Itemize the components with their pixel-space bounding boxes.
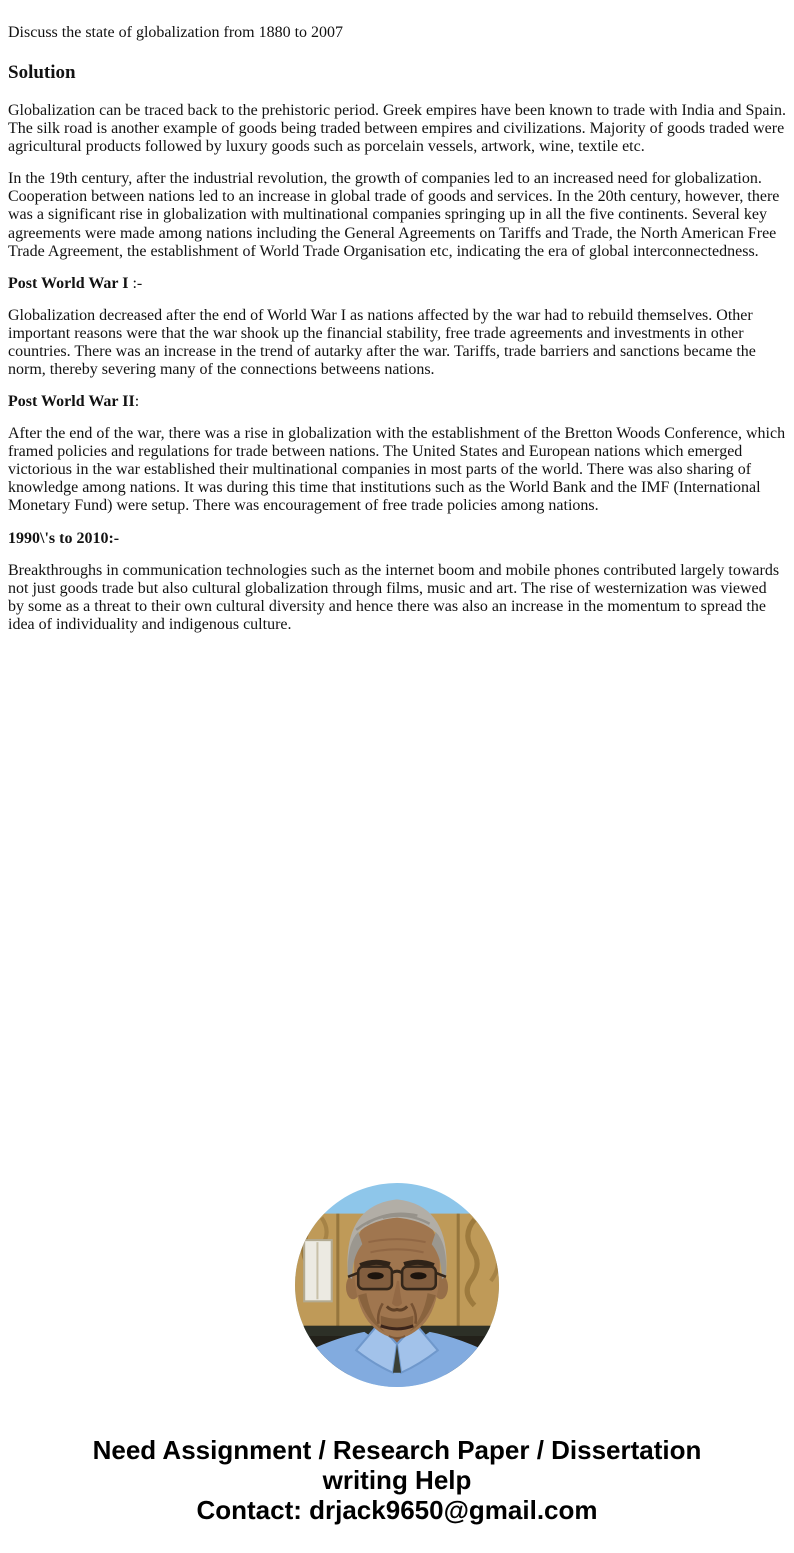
section-paragraph: Breakthroughs in communication technologies such as the internet boom and mobile phones contributed largely towards not just goods trade but also cultural globalization through films, music and art. The rise of westernization was viewed by some as a threat to their own cultural diversity and hence there was also an increase in the momentum to spread the idea of individuality and indigenous culture.: [8, 561, 780, 633]
footer-banner: [8, 1435, 786, 1525]
section-heading-text: 1990\'s to 2010:-: [8, 529, 120, 547]
section-paragraph: After the end of the war, there was a rise in globalization with the establishment of the Bretton Woods Conference, which framed policies and regulations for trade between nations. The United States and European nations which emerged victorious in the war established their multinational companies in most parts of the world. There was also sharing of knowledge among nations. It was during this time that institutions such as the World Bank and the IMF (International Monetary Fund) were setup. There was encouragement of free trade policies among nations.: [8, 425, 786, 515]
intro-paragraph: In the 19th century, after the industrial revolution, the growth of companies led to an increased need for globalization. Cooperation between nations led to an increase in global trade of goods and services. In the 20th century, however, there was a significant rise in globalization with multinational companies springing up in all the five continents. Several key agreements were made among nations including the General Agreements on Tariffs and Trade, the North American Free Trade Agreement, the establishment of World Trade Organisation etc, indicating the era of global interconnectedness.: [8, 170, 780, 260]
section-paragraph: Globalization decreased after the end of World War I as nations affected by the war had to rebuild themselves. Other important reasons were that the war shook up the financial stability, free trade agreements and investments in other countries. There was an increase in the trend of autarky after the war. Tariffs, trade barriers and sanctions became the norm, thereby severing many of the connections betweens nations.: [8, 306, 756, 379]
solution-heading: Solution: [8, 62, 76, 84]
contact-email: Contact: drjack9650@gmail.com: [196, 1494, 598, 1525]
question-text: Discuss the state of globalization from 1880 to 2007: [8, 24, 344, 41]
section-heading-post-ww1: [8, 275, 786, 293]
section-heading-suffix: :: [134, 393, 140, 411]
blank-space: [8, 648, 786, 1183]
intro-paragraph: Globalization can be traced back to the prehistoric period. Greek empires have been known to trade with India and Spain. The silk road is another example of goods being traded between empires and civilizations. Majority of goods traded were agricultural products followed by luxury goods such as porcelain vessels, artwork, wine, textile etc.: [8, 102, 786, 156]
footer-line: Need Assignment / Research Paper / Dissertation: [92, 1434, 702, 1465]
section-heading-post-ww2: [8, 393, 786, 411]
section-heading-1990s: [8, 530, 786, 548]
footer-line: writing Help: [322, 1464, 472, 1495]
tutor-photo-container: [8, 1183, 786, 1387]
section-heading-suffix: :-: [128, 274, 143, 292]
tutor-photo: [295, 1183, 499, 1387]
section-heading-text: Post World War I: [8, 274, 129, 292]
section-heading-text: Post World War II: [8, 393, 135, 411]
